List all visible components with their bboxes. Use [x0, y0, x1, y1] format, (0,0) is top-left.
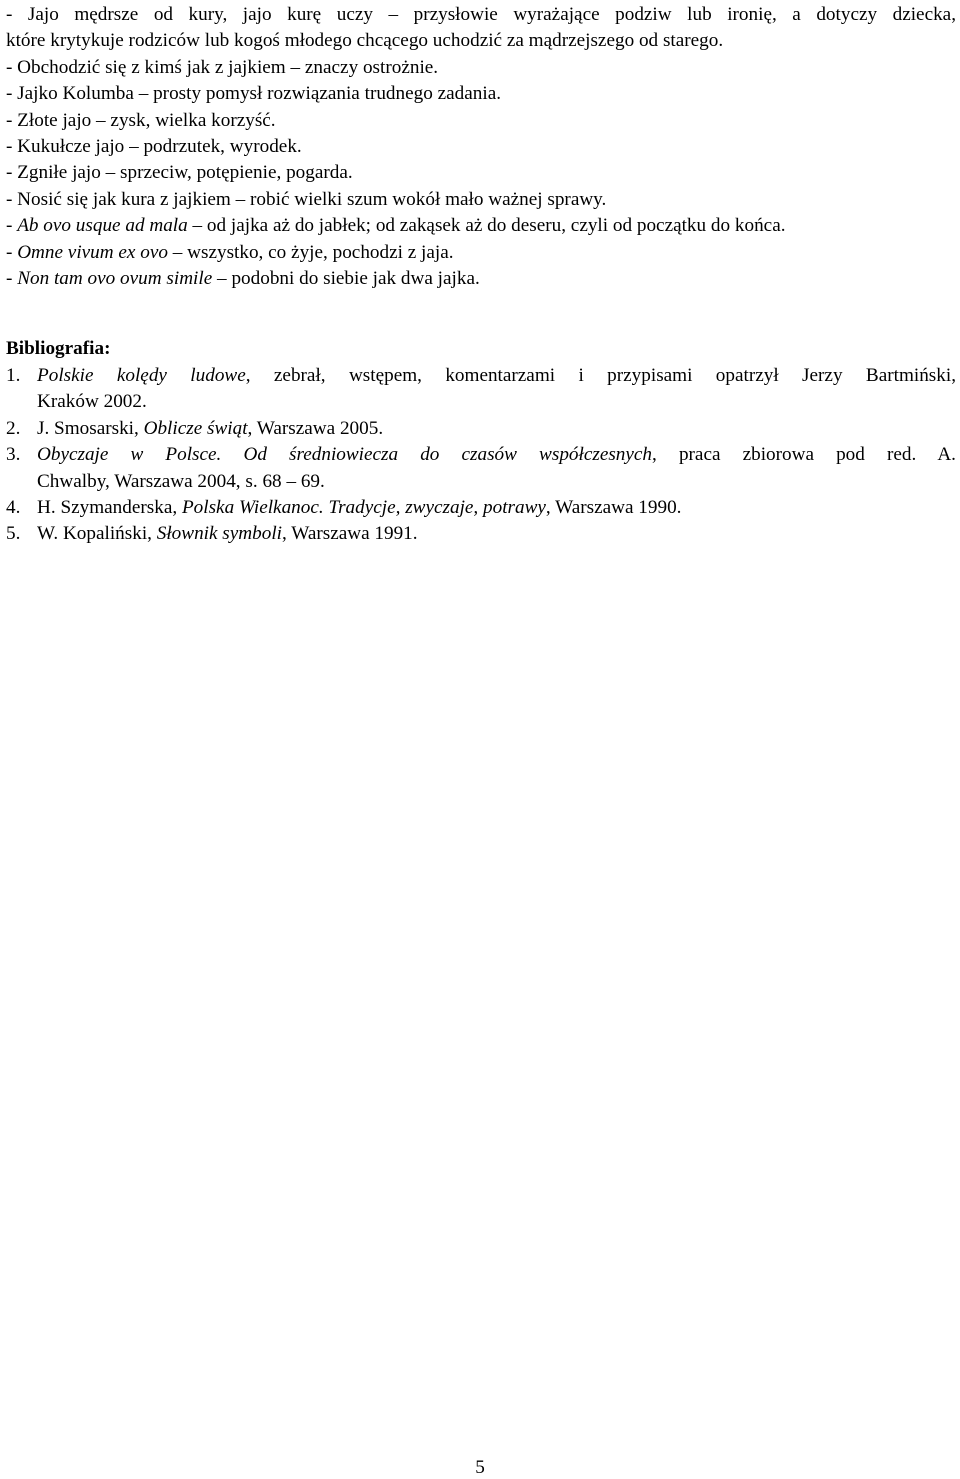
proverb-9-latin: Omne vivum ex ovo	[17, 241, 168, 263]
proverb-10	[6, 266, 956, 292]
bibliography-item-4-title: Polska Wielkanoc. Tradycje, zwyczaje, potrawy	[181, 496, 546, 518]
bibliography-item-1-rest-1: , zebrał, wstępem, komentarzami i przypisami opatrzył Jerzy Bartmiński,	[245, 364, 956, 386]
section-spacer	[6, 292, 956, 336]
bibliography-item-2-number: 2.	[6, 417, 21, 439]
proverb-8-prefix: -	[6, 215, 18, 237]
bibliography-item-5-author: W. Kopaliński,	[37, 523, 157, 545]
bibliography-item-4-rest: , Warszawa 1990.	[545, 496, 682, 518]
bibliography-item-4	[6, 495, 956, 521]
proverb-3: - Jajko Kolumba – prosty pomysł rozwiązania trudnego zadania.	[6, 83, 502, 105]
proverb-10-rest: – podobni do siebie jak dwa jajka.	[212, 268, 480, 290]
proverb-8	[6, 213, 956, 239]
bibliography-item-5-number: 5.	[6, 523, 21, 545]
bibliography-item-3-title: Obyczaje w Polsce. Od średniowiecza do czasów współczesnych	[37, 444, 653, 466]
proverb-2: - Obchodzić się z kimś jak z jajkiem – znaczy ostrożnie.	[6, 56, 439, 78]
bibliography-item-3-number: 3.	[6, 444, 21, 466]
proverb-5: - Kukułcze jajo – podrzutek, wyrodek.	[6, 136, 302, 158]
bibliography-item-3-body	[37, 442, 956, 495]
bibliography-item-5-title: Słownik symboli	[156, 523, 282, 545]
bibliography-item-2-body	[37, 416, 956, 442]
proverb-6: - Zgniłe jajo – sprzeciw, potępienie, pogarda.	[6, 162, 353, 184]
bibliography-item-2-rest: , Warszawa 2005.	[247, 417, 384, 439]
proverb-8-rest: – od jajka aż do jabłek; od zakąsek aż do deseru, czyli od początku do końca.	[187, 215, 786, 237]
proverb-10-prefix: -	[6, 268, 18, 290]
proverb-7: - Nosić się jak kura z jajkiem – robić wielki szum wokół mało ważnej sprawy.	[6, 188, 607, 210]
bibliography-item-5-body	[37, 521, 956, 547]
bibliography-item-5-rest: , Warszawa 1991.	[282, 523, 418, 545]
proverb-1-line-1: - Jajo mędrsze od kury, jajo kurę uczy – przysłowie wyrażające podziw lub ironię, a dotyczy dziecka,	[6, 4, 956, 25]
bibliography-item-4-number: 4.	[6, 496, 21, 518]
bibliography-item-1-title: Polskie kolędy ludowe	[37, 364, 246, 386]
proverb-9-rest: – wszystko, co żyje, pochodzi z jaja.	[167, 241, 454, 263]
bibliography-item-2	[6, 416, 956, 442]
proverb-4: - Złote jajo – zysk, wielka korzyść.	[6, 109, 276, 131]
bibliography-item-3	[6, 442, 956, 495]
bibliography-item-3-rest-2: Chwalby, Warszawa 2004, s. 68 – 69.	[37, 470, 325, 492]
proverb-9	[6, 240, 956, 266]
bibliography-heading: Bibliografia:	[6, 338, 111, 360]
bibliography-item-1	[6, 363, 956, 416]
bibliography-item-5	[6, 521, 956, 547]
bibliography-item-1-number: 1.	[6, 364, 21, 386]
bibliography-item-3-rest-1: , praca zbiorowa pod red. A.	[652, 444, 956, 466]
proverb-10-latin: Non tam ovo ovum simile	[17, 268, 213, 290]
bibliography-item-2-author: J. Smosarski,	[37, 417, 144, 439]
page-number: 5	[475, 1457, 485, 1478]
proverb-8-latin: Ab ovo usque ad mala	[17, 215, 188, 237]
text-block	[6, 2, 956, 548]
bibliography-item-4-body	[37, 495, 956, 521]
bibliography-item-2-title: Oblicze świąt	[143, 417, 248, 439]
bibliography-item-4-author: H. Szymanderska,	[37, 496, 182, 518]
proverb-1-line-2: które krytykuje rodziców lub kogoś młodego chcącego uchodzić za mądrzejszego od starego.	[6, 30, 724, 52]
bibliography-item-1-body	[37, 363, 956, 416]
bibliography-item-1-rest-2: Kraków 2002.	[37, 391, 147, 413]
proverb-9-prefix: -	[6, 241, 18, 263]
